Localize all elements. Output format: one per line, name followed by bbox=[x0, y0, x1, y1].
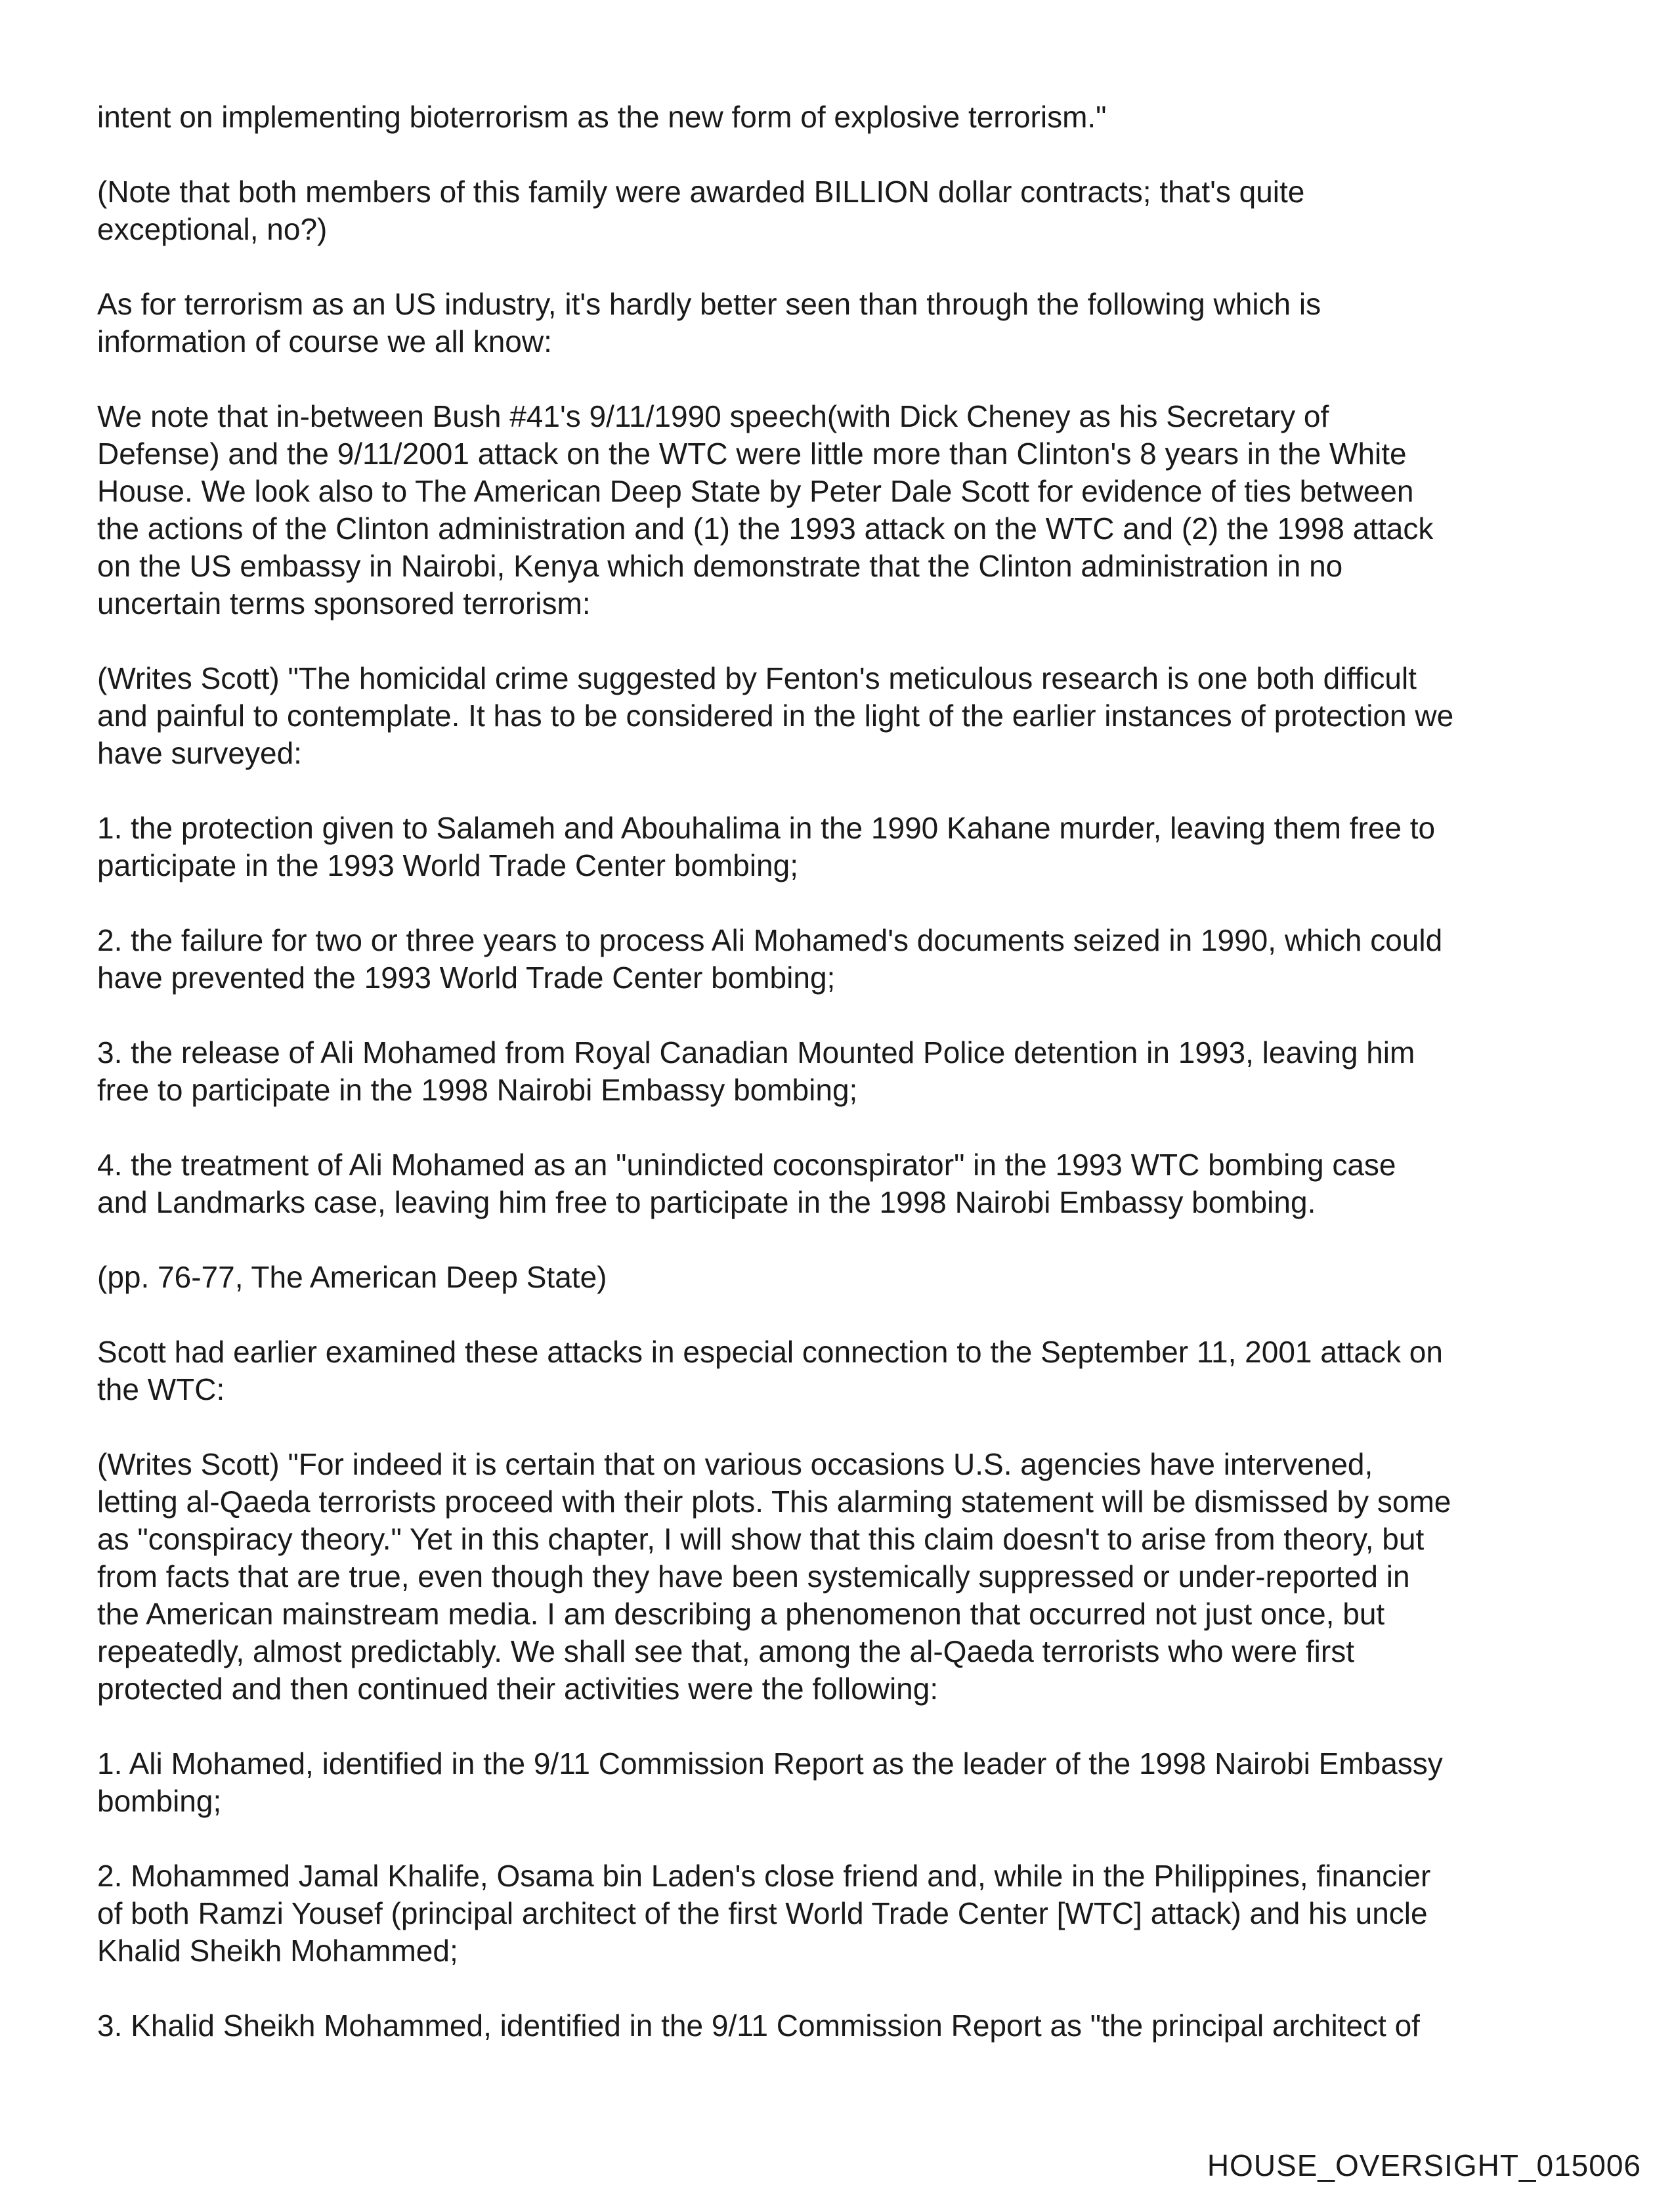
text-line: information of course we all know: bbox=[97, 324, 552, 358]
paragraph bbox=[97, 1259, 1587, 1296]
text-line: 4. the treatment of Ali Mohamed as an "unindicted coconspirator" in the 1993 WTC bombing case bbox=[97, 1148, 1396, 1182]
text-line: Scott had earlier examined these attacks in especial connection to the September 11, 2001 attack on bbox=[97, 1335, 1443, 1369]
text-line: Defense) and the 9/11/2001 attack on the WTC were little more than Clinton's 8 years in the White bbox=[97, 437, 1407, 471]
text-line: the WTC: bbox=[97, 1372, 225, 1406]
paragraph bbox=[97, 398, 1587, 622]
text-line: and painful to contemplate. It has to be considered in the light of the earlier instances of protection we bbox=[97, 699, 1454, 733]
text-line: (Writes Scott) "The homicidal crime suggested by Fenton's meticulous research is one both difficult bbox=[97, 661, 1417, 695]
text-line: as "conspiracy theory." Yet in this chapter, I will show that this claim doesn't to arise from theory, but bbox=[97, 1522, 1425, 1556]
text-line: 2. Mohammed Jamal Khalife, Osama bin Laden's close friend and, while in the Philippines, financier bbox=[97, 1859, 1431, 1893]
text-line: and Landmarks case, leaving him free to participate in the 1998 Nairobi Embassy bombing. bbox=[97, 1185, 1316, 1219]
paragraph bbox=[97, 286, 1587, 360]
paragraph bbox=[97, 1334, 1587, 1408]
text-line: (Writes Scott) "For indeed it is certain that on various occasions U.S. agencies have intervened, bbox=[97, 1447, 1373, 1481]
text-line: 2. the failure for two or three years to process Ali Mohamed's documents seized in 1990, which could bbox=[97, 923, 1443, 957]
text-line: 3. Khalid Sheikh Mohammed, identified in the 9/11 Commission Report as "the principal architect of bbox=[97, 2008, 1420, 2043]
text-line: have prevented the 1993 World Trade Center bombing; bbox=[97, 961, 836, 995]
paragraph bbox=[97, 1146, 1587, 1221]
text-line: As for terrorism as an US industry, it's hardly better seen than through the following which is bbox=[97, 287, 1321, 321]
text-line: the actions of the Clinton administration and (1) the 1993 attack on the WTC and (2) the 1998 attack bbox=[97, 511, 1434, 546]
paragraph bbox=[97, 1745, 1587, 1820]
paragraph bbox=[97, 1857, 1587, 1970]
text-line: 3. the release of Ali Mohamed from Royal Canadian Mounted Police detention in 1993, leaving him bbox=[97, 1035, 1415, 1070]
text-line: the American mainstream media. I am describing a phenomenon that occurred not just once, but bbox=[97, 1597, 1385, 1631]
paragraph bbox=[97, 922, 1587, 997]
text-line: uncertain terms sponsored terrorism: bbox=[97, 586, 591, 620]
text-line: 1. the protection given to Salameh and Abouhalima in the 1990 Kahane murder, leaving them free to bbox=[97, 811, 1436, 845]
text-line: intent on implementing bioterrorism as the new form of explosive terrorism." bbox=[97, 100, 1107, 134]
paragraph bbox=[97, 98, 1587, 136]
text-line: 1. Ali Mohamed, identified in the 9/11 Commission Report as the leader of the 1998 Nairobi Embassy bbox=[97, 1746, 1443, 1781]
text-line: House. We look also to The American Deep State by Peter Dale Scott for evidence of ties between bbox=[97, 474, 1414, 508]
paragraph bbox=[97, 660, 1587, 772]
paragraph bbox=[97, 1034, 1587, 1109]
text-line: participate in the 1993 World Trade Center bombing; bbox=[97, 848, 798, 882]
text-line: from facts that are true, even though they have been systemically suppressed or under-reported in bbox=[97, 1559, 1410, 1594]
text-line: bombing; bbox=[97, 1784, 222, 1818]
bates-stamp: HOUSE_OVERSIGHT_015006 bbox=[1207, 2148, 1641, 2182]
text-line: on the US embassy in Nairobi, Kenya which demonstrate that the Clinton administration in no bbox=[97, 549, 1343, 583]
text-line: repeatedly, almost predictably. We shall see that, among the al-Qaeda terrorists who were first bbox=[97, 1634, 1354, 1668]
paragraph bbox=[97, 810, 1587, 884]
paragraph bbox=[97, 2007, 1587, 2045]
text-line: have surveyed: bbox=[97, 736, 302, 770]
text-line: We note that in-between Bush #41's 9/11/1990 speech(with Dick Cheney as his Secretary of bbox=[97, 399, 1329, 433]
text-line: (Note that both members of this family were awarded BILLION dollar contracts; that's quite bbox=[97, 175, 1305, 209]
text-line: letting al-Qaeda terrorists proceed with their plots. This alarming statement will be dismissed by some bbox=[97, 1485, 1451, 1519]
text-line: of both Ramzi Yousef (principal architect of the first World Trade Center [WTC] attack) and his uncle bbox=[97, 1896, 1428, 1930]
paragraph bbox=[97, 173, 1587, 248]
document-body bbox=[97, 98, 1587, 2082]
text-line: Khalid Sheikh Mohammed; bbox=[97, 1934, 458, 1968]
text-line: exceptional, no?) bbox=[97, 212, 328, 246]
paragraph bbox=[97, 1446, 1587, 1708]
text-line: protected and then continued their activities were the following: bbox=[97, 1672, 939, 1706]
text-line: free to participate in the 1998 Nairobi Embassy bombing; bbox=[97, 1073, 858, 1107]
text-line: (pp. 76-77, The American Deep State) bbox=[97, 1260, 607, 1294]
